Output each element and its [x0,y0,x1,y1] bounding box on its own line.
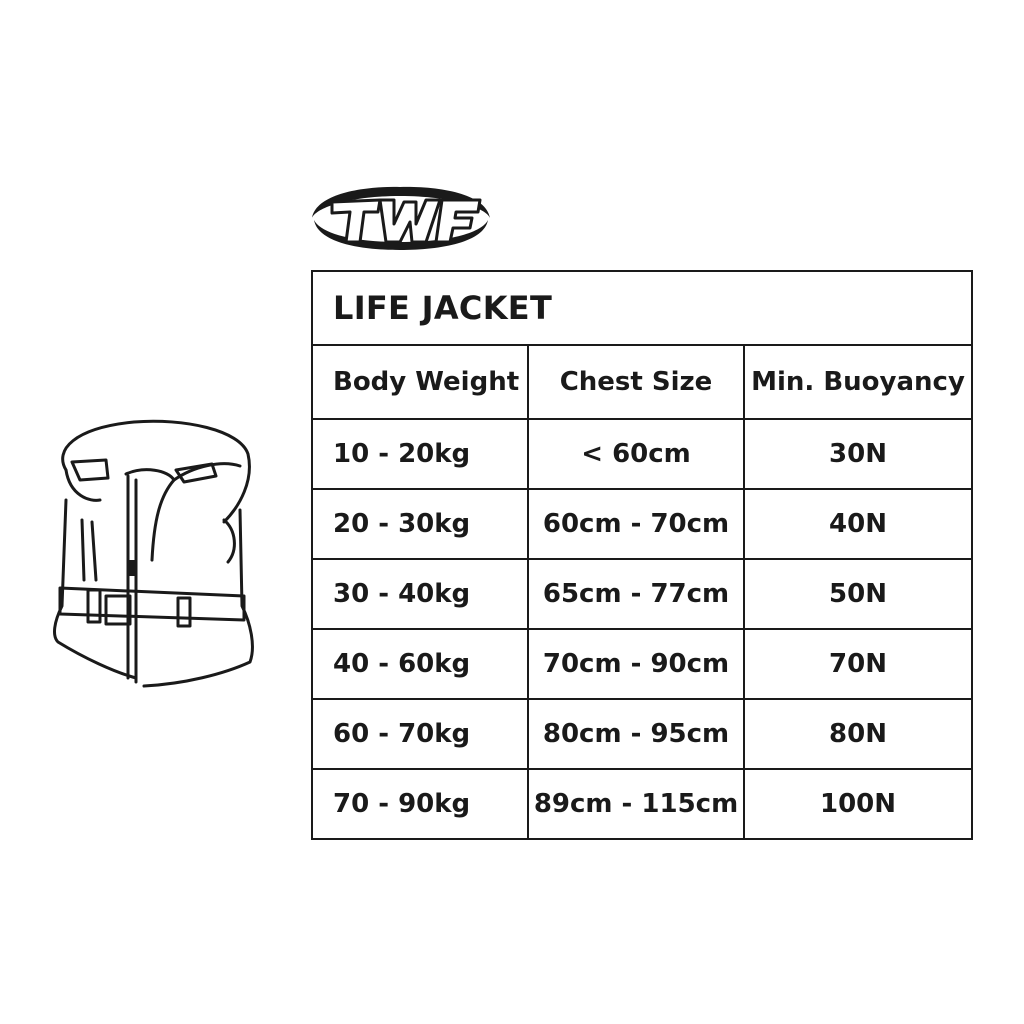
column-header-body-weight: Body Weight [312,345,528,419]
table-row [312,419,972,489]
table-row [312,489,972,559]
cell-chest-size: 65cm - 77cm [528,559,744,629]
cell-chest-size: 80cm - 95cm [528,699,744,769]
cell-min-buoyancy: 30N [744,419,972,489]
table-row [312,769,972,839]
cell-chest-size: < 60cm [528,419,744,489]
title-row [312,271,972,345]
table-title: LIFE JACKET [312,271,972,345]
cell-body-weight: 40 - 60kg [312,629,528,699]
column-header-min-buoyancy: Min. Buoyancy [744,345,972,419]
column-header-chest-size: Chest Size [528,345,744,419]
cell-min-buoyancy: 50N [744,559,972,629]
cell-min-buoyancy: 70N [744,629,972,699]
size-chart-table [311,270,973,840]
cell-min-buoyancy: 80N [744,699,972,769]
twf-logo [302,180,498,254]
cell-body-weight: 30 - 40kg [312,559,528,629]
life-jacket-illustration [44,410,264,700]
cell-min-buoyancy: 40N [744,489,972,559]
table-row [312,699,972,769]
cell-min-buoyancy: 100N [744,769,972,839]
table-row [312,629,972,699]
cell-chest-size: 89cm - 115cm [528,769,744,839]
cell-body-weight: 20 - 30kg [312,489,528,559]
cell-chest-size: 60cm - 70cm [528,489,744,559]
cell-body-weight: 60 - 70kg [312,699,528,769]
header-row [312,345,972,419]
cell-chest-size: 70cm - 90cm [528,629,744,699]
table-row [312,559,972,629]
cell-body-weight: 70 - 90kg [312,769,528,839]
cell-body-weight: 10 - 20kg [312,419,528,489]
